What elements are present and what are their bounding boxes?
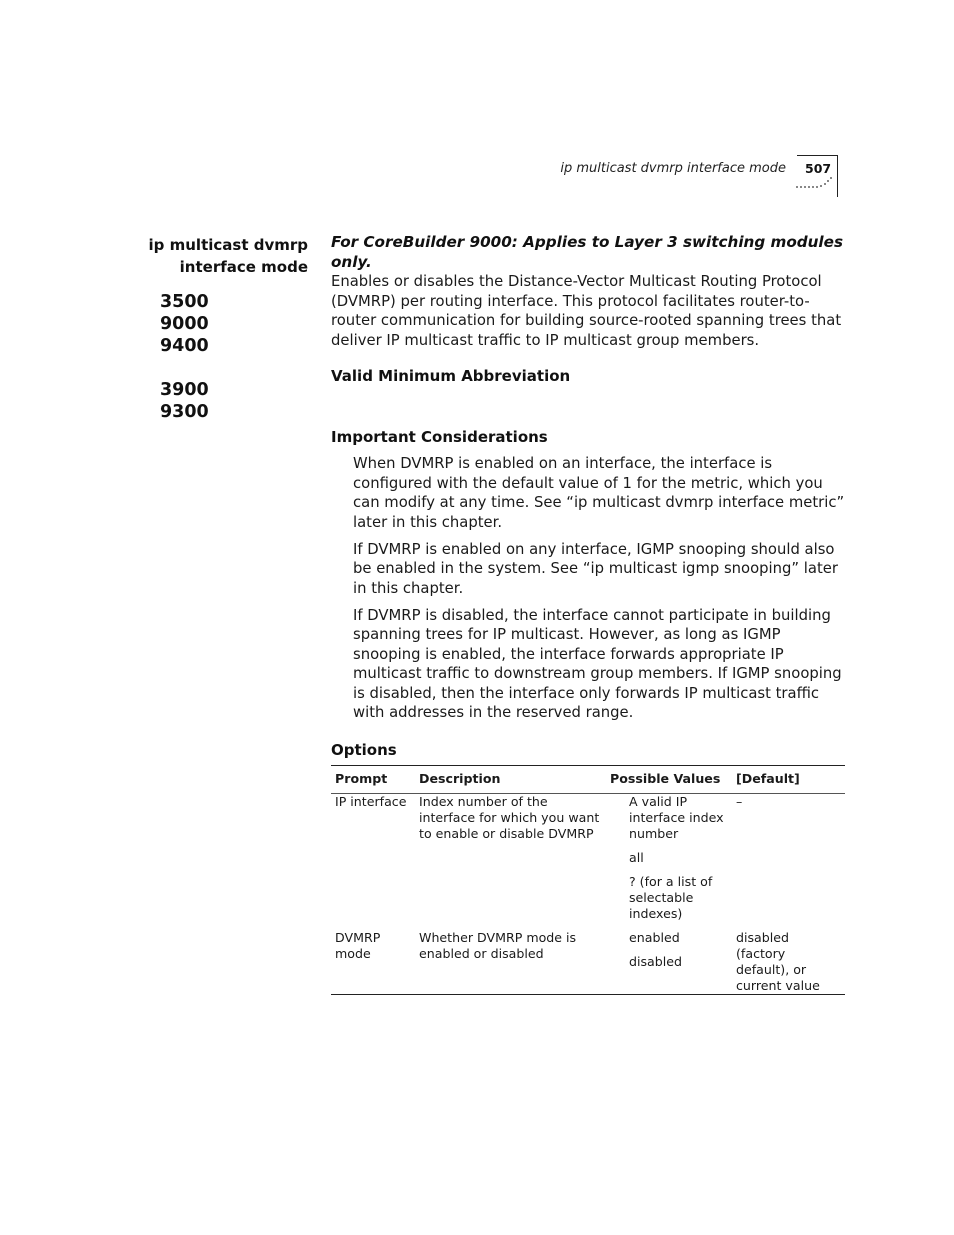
value-option: all [629,850,644,865]
command-title [149,234,308,278]
page-corner-rule-top [797,155,837,156]
dotted-corner-ornament [795,176,835,190]
value-option: disabled [629,954,683,969]
applicability-note: For CoreBuilder 9000: Applies to Layer 3 switching modules only. [331,233,843,271]
consideration-paragraph: If DVMRP is enabled on any interface, IGMP snooping should also be enabled in the system. See “ip multicast igmp snooping” later in this chapter. [353,540,838,597]
command-title-line: interface mode [179,258,308,276]
page-corner-rule-side [837,155,838,197]
column-header-prompt: Prompt [331,766,415,794]
platform-id: 9400 [160,336,209,356]
cell-values [606,794,732,931]
cell-description: Index number of the interface for which you want to enable or disable DVMRP [419,794,600,841]
platform-id: 3500 [160,292,209,312]
main-content [331,233,846,760]
cell-values [606,930,732,995]
page-number: 507 [805,161,832,176]
table-row [331,930,845,995]
column-header-description: Description [415,766,606,794]
column-header-values: Possible Values [606,766,732,794]
valid-abbreviation-heading: Valid Minimum Abbreviation [331,367,571,385]
considerations-list [331,454,846,723]
running-title: ip multicast dvmrp interface mode [560,161,786,176]
options-heading: Options [331,740,397,759]
platform-id: 3900 [160,380,209,400]
platform-id: 9000 [160,314,209,334]
consideration-paragraph: When DVMRP is enabled on an interface, the interface is configured with the default value of 1 for the metric, which you can modify at any time. See “ip multicast dvmrp interface metric” later in this chapter. [353,455,845,531]
value-option: enabled [629,930,680,945]
cell-prompt: DVMRP mode [335,930,381,961]
cell-default: disabled (factory default), or current value [736,930,820,993]
cell-description: Whether DVMRP mode is enabled or disabled [419,930,577,961]
intro-paragraph: Enables or disables the Distance-Vector Multicast Routing Protocol (DVMRP) per routing interface. This protocol facilitates router-to-router communication for building source-rooted spanning trees that deliver IP multicast traffic to IP multicast group members. [331,273,842,349]
value-option: ? (for a list of selectable indexes) [629,874,713,921]
platform-id: 9300 [160,402,209,422]
options-table [331,765,845,995]
consideration-paragraph: If DVMRP is disabled, the interface cannot participate in building spanning trees for IP multicast. However, as long as IGMP snooping is enabled, the interface forwards appropriate IP multicast traffic to downstream group members. If IGMP snooping is disabled, then the interface only forwards IP multicast traffic with addresses in the reserved range. [353,606,842,721]
platform-list [160,291,209,423]
considerations-heading: Important Considerations [331,427,548,446]
cell-prompt: IP interface [335,794,407,809]
platform-gap [160,357,209,379]
table-header-row [331,766,845,794]
table-row [331,794,845,931]
column-header-default: [Default] [732,766,845,794]
command-title-line: ip multicast dvmrp [148,236,308,254]
value-option: A valid IP interface index number [629,794,724,841]
cell-default: – [736,794,743,809]
